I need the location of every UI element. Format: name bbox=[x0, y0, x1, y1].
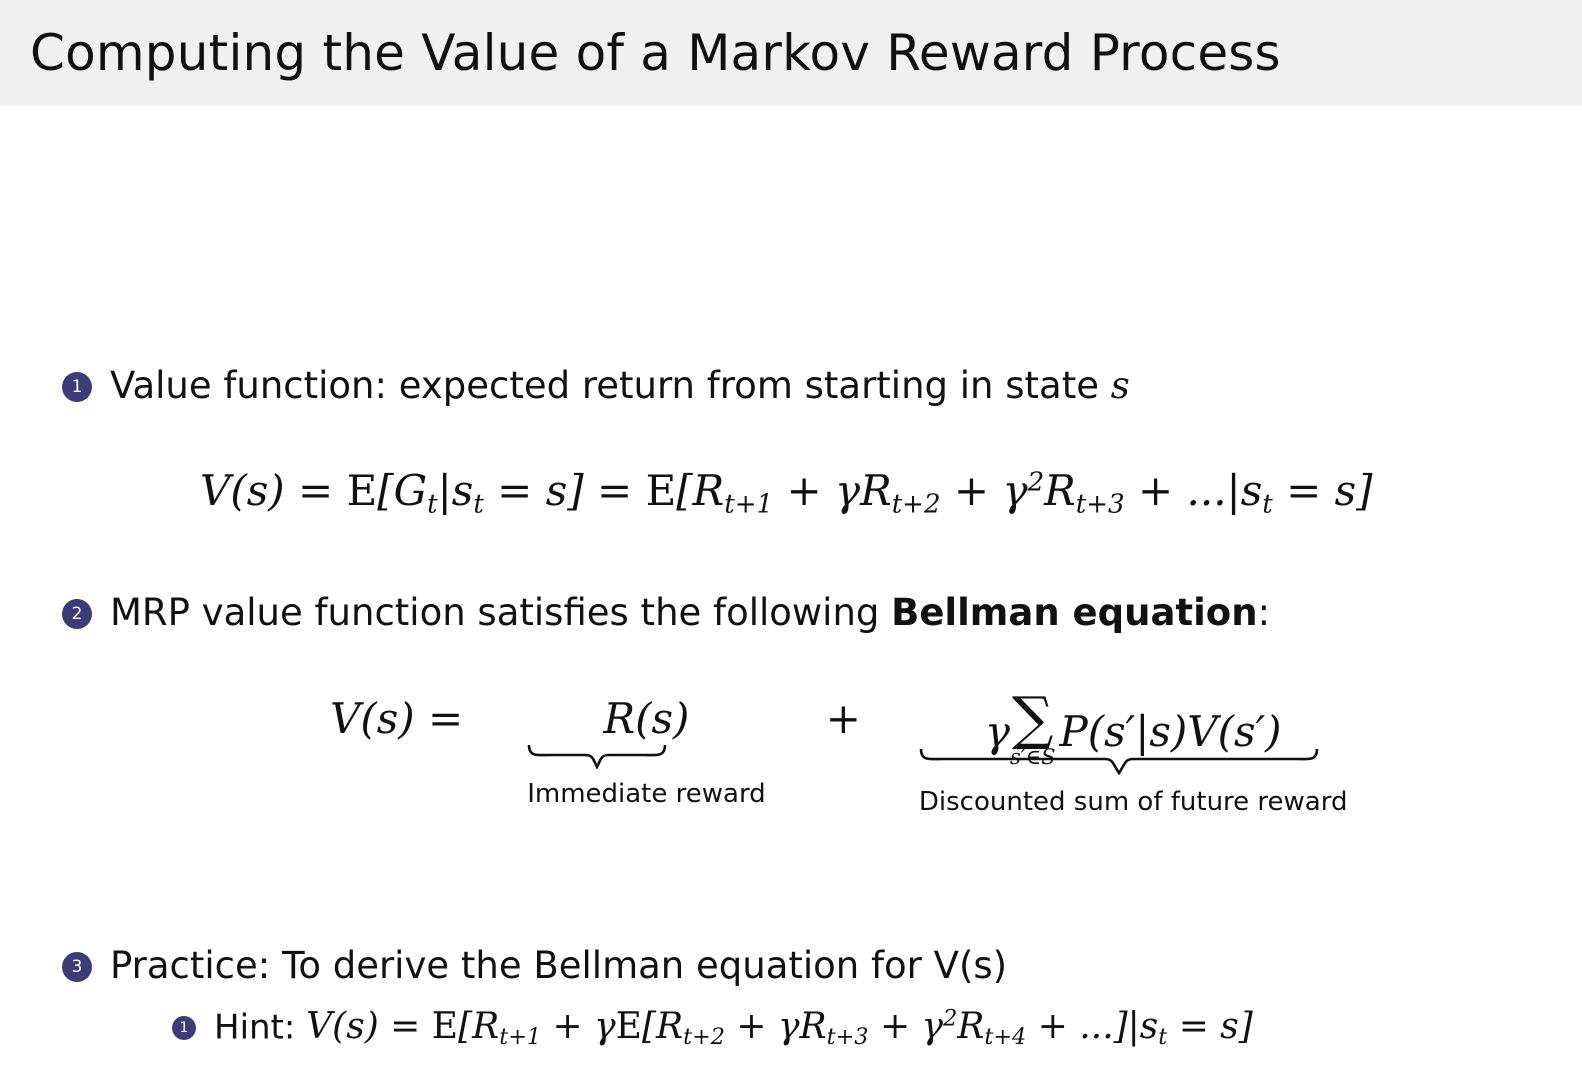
bullet-marker-3: 3 bbox=[62, 952, 92, 982]
bellman-discounted-group bbox=[918, 684, 1348, 818]
bullet-text-1 bbox=[110, 364, 1130, 407]
bullet-text-3: Practice: To derive the Bellman equation for V(s) bbox=[110, 944, 1008, 987]
bullet-1-state-symbol: s bbox=[1110, 364, 1130, 407]
equation-value-function: $V(s) = E[G_t|s_t = s] = E[R_{t+1} + \gamma R_{t+2} + \gamma^2R_{t+3} + ...|s_t = s]$ bbox=[200, 466, 1373, 520]
bellman-immediate-reward-group bbox=[527, 694, 765, 809]
bullet-2-lead-text: MRP value function satisfies the following bbox=[110, 591, 892, 634]
transition-value-product: P(s′|s)V(s′) bbox=[1059, 707, 1282, 757]
page-title: Computing the Value of a Markov Reward Process bbox=[30, 24, 1281, 82]
bullet-2-trailing-text: : bbox=[1257, 591, 1271, 634]
underbrace-icon-immediate bbox=[527, 743, 667, 769]
equation-bellman bbox=[330, 684, 1348, 818]
summation-subscript: s′∈S bbox=[1009, 745, 1056, 770]
gamma-symbol: γ bbox=[984, 707, 1010, 757]
sub-bullet-hint bbox=[172, 1006, 1253, 1051]
sub-bullet-text bbox=[214, 1006, 1253, 1051]
equation-hint: $V(s) = E[R_{t+1} + \gamma E[R_{t+2} + \gamma R_{t+3} + \gamma^2R_{t+4} + ...]|s_t = s]$ bbox=[306, 1006, 1253, 1051]
annotation-discounted-future: Discounted sum of future reward bbox=[918, 787, 1348, 818]
bullet-marker-2: 2 bbox=[62, 599, 92, 629]
bullet-marker-1: 1 bbox=[62, 372, 92, 402]
hint-label: Hint: bbox=[214, 1007, 296, 1048]
summation-symbol: ∑ s′∈S bbox=[1009, 684, 1056, 770]
bellman-lhs: V(s) = bbox=[330, 694, 464, 743]
bellman-reward-term: R(s) bbox=[603, 694, 690, 743]
sub-bullet-marker-1: 1 bbox=[172, 1016, 196, 1040]
bullet-item-3 bbox=[62, 944, 1007, 987]
bullet-item-1 bbox=[62, 364, 1130, 407]
bellman-plus-sign: + bbox=[825, 694, 861, 743]
annotation-immediate-reward: Immediate reward bbox=[527, 779, 766, 809]
slide-title-bar bbox=[0, 0, 1582, 106]
bullet-1-lead-text: Value function: expected return from starting in state bbox=[110, 364, 1111, 407]
bullet-2-bold-term: Bellman equation bbox=[891, 591, 1258, 634]
bullet-text-2 bbox=[110, 591, 1270, 634]
bullet-item-2 bbox=[62, 591, 1270, 634]
